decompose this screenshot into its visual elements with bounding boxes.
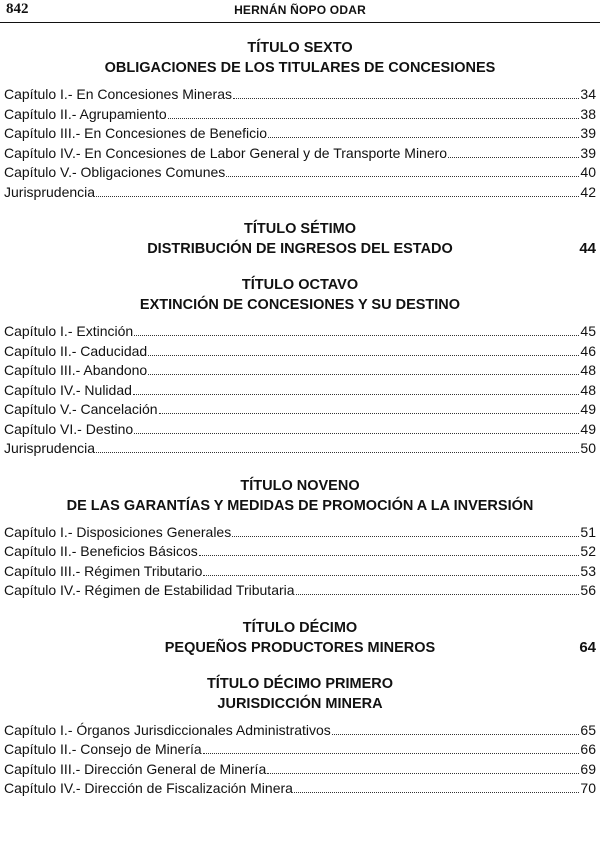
toc-entry xyxy=(0,582,600,602)
entry-page-number: 52 xyxy=(580,543,596,559)
toc-entry xyxy=(0,741,600,761)
entry-page-number: 34 xyxy=(580,86,596,102)
toc-entry xyxy=(0,106,600,126)
toc-entry xyxy=(0,401,600,421)
entry-label: Jurisprudencia xyxy=(4,183,96,200)
entry-label: Capítulo I.- Disposiciones Generales xyxy=(4,523,232,540)
section-heading: TÍTULO SÉTIMO xyxy=(244,221,356,237)
entry-list xyxy=(0,524,600,602)
entry-label: Capítulo IV.- En Concesiones de Labor General y de Transporte Minero xyxy=(4,144,448,161)
entry-page-number: 53 xyxy=(580,562,596,579)
entry-label: Capítulo II.- Consejo de Minería xyxy=(4,741,202,757)
dot-leader xyxy=(203,564,579,576)
entry-label: Capítulo IV.- Régimen de Estabilidad Tributaria xyxy=(4,582,295,598)
toc-entry xyxy=(0,543,600,563)
section-subheading: EXTINCIÓN DE CONCESIONES Y SU DESTINO xyxy=(139,297,461,313)
entry-label: Capítulo I.- Órganos Jurisdiccionales Administrativos xyxy=(4,721,331,738)
toc-entry xyxy=(0,343,600,363)
dot-leader xyxy=(148,363,579,375)
toc-entry xyxy=(0,125,600,145)
section-subheading: PEQUEÑOS PRODUCTORES MINEROS xyxy=(164,639,436,656)
entry-page-number: 65 xyxy=(580,721,596,738)
entry-page-number: 49 xyxy=(580,420,596,437)
section-page-number: 64 xyxy=(579,638,596,656)
section-title-block xyxy=(0,275,600,315)
section-title-block xyxy=(0,674,600,714)
toc-entry xyxy=(0,421,600,441)
entry-page-number: 39 xyxy=(580,144,596,161)
section-heading: TÍTULO SEXTO xyxy=(247,40,353,56)
entry-label: Capítulo II.- Agrupamiento xyxy=(4,105,167,122)
toc-section xyxy=(0,275,600,460)
toc-entry xyxy=(0,184,600,204)
section-title-block xyxy=(0,219,600,259)
dot-leader xyxy=(448,146,579,158)
entry-page-number: 50 xyxy=(580,440,596,456)
entry-label: Capítulo III.- En Concesiones de Beneficio xyxy=(4,125,268,141)
dot-leader xyxy=(159,402,580,414)
dot-leader xyxy=(168,107,580,119)
toc-section xyxy=(0,674,600,800)
entry-page-number: 38 xyxy=(580,105,596,122)
entry-label: Capítulo V.- Cancelación xyxy=(4,401,158,417)
table-of-contents xyxy=(0,38,600,816)
running-head: HERNÁN ÑOPO ODAR xyxy=(234,3,366,17)
dot-leader xyxy=(226,165,579,177)
dot-leader xyxy=(134,422,579,434)
toc-entry xyxy=(0,563,600,583)
entry-page-number: 39 xyxy=(580,125,596,141)
entry-page-number: 56 xyxy=(580,582,596,598)
entry-label: Jurisprudencia xyxy=(4,440,96,456)
toc-entry xyxy=(0,761,600,781)
entry-list xyxy=(0,722,600,800)
toc-entry xyxy=(0,145,600,165)
dot-leader xyxy=(332,723,580,735)
dot-leader xyxy=(203,742,580,754)
toc-entry xyxy=(0,722,600,742)
dot-leader xyxy=(134,324,579,336)
entry-label: Capítulo II.- Beneficios Básicos xyxy=(4,543,198,559)
section-heading: TÍTULO DÉCIMO xyxy=(242,619,358,636)
entry-label: Capítulo III.- Régimen Tributario xyxy=(4,562,203,579)
entry-label: Capítulo III.- Dirección General de Minería xyxy=(4,760,267,777)
section-heading: TÍTULO NOVENO xyxy=(240,477,360,494)
section-title-block xyxy=(0,618,600,658)
toc-entry xyxy=(0,524,600,544)
entry-list xyxy=(0,323,600,460)
page-header xyxy=(0,0,600,23)
toc-entry xyxy=(0,382,600,402)
entry-label: Capítulo VI.- Destino xyxy=(4,420,134,437)
dot-leader xyxy=(267,762,579,774)
entry-page-number: 42 xyxy=(580,183,596,200)
dot-leader xyxy=(268,126,579,138)
entry-page-number: 66 xyxy=(580,741,596,757)
dot-leader xyxy=(148,344,579,356)
dot-leader xyxy=(233,87,579,99)
section-heading: TÍTULO DÉCIMO PRIMERO xyxy=(206,675,394,692)
toc-section xyxy=(0,38,600,203)
entry-page-number: 48 xyxy=(580,381,596,398)
toc-section xyxy=(0,219,600,259)
section-subheading: DE LAS GARANTÍAS Y MEDIDAS DE PROMOCIÓN A LA INVERSIÓN xyxy=(66,497,534,514)
toc-section xyxy=(0,476,600,602)
toc-entry xyxy=(0,86,600,106)
toc-entry xyxy=(0,440,600,460)
toc-entry xyxy=(0,164,600,184)
entry-page-number: 45 xyxy=(580,323,596,339)
toc-entry xyxy=(0,362,600,382)
entry-page-number: 51 xyxy=(580,523,596,540)
section-page-number: 44 xyxy=(579,240,596,257)
page-number: 842 xyxy=(6,1,29,17)
dot-leader xyxy=(199,544,580,556)
entry-label: Capítulo I.- Extinción xyxy=(4,323,134,339)
entry-label: Capítulo IV.- Dirección de Fiscalización Minera xyxy=(4,780,293,796)
section-subheading: JURISDICCIÓN MINERA xyxy=(217,695,383,712)
dot-leader xyxy=(232,525,579,537)
toc-entry xyxy=(0,323,600,343)
entry-page-number: 40 xyxy=(580,164,596,180)
entry-label: Capítulo II.- Caducidad xyxy=(4,342,148,359)
entry-label: Capítulo IV.- Nulidad xyxy=(4,381,132,398)
section-title-block xyxy=(0,38,600,78)
entry-list xyxy=(0,86,600,203)
dot-leader xyxy=(133,383,580,395)
entry-page-number: 49 xyxy=(580,401,596,417)
dot-leader xyxy=(96,185,579,197)
entry-page-number: 70 xyxy=(580,780,596,796)
dot-leader xyxy=(96,441,579,453)
entry-page-number: 69 xyxy=(580,760,596,777)
toc-section xyxy=(0,618,600,658)
dot-leader xyxy=(294,781,579,793)
dot-leader xyxy=(296,583,580,595)
toc-entry xyxy=(0,780,600,800)
section-title-block xyxy=(0,476,600,516)
section-subheading: OBLIGACIONES DE LOS TITULARES DE CONCESIONES xyxy=(104,60,496,76)
section-subheading: DISTRIBUCIÓN DE INGRESOS DEL ESTADO xyxy=(147,241,453,257)
entry-page-number: 48 xyxy=(580,362,596,378)
entry-label: Capítulo V.- Obligaciones Comunes xyxy=(4,164,226,180)
section-heading: TÍTULO OCTAVO xyxy=(241,277,359,293)
entry-label: Capítulo III.- Abandono xyxy=(4,362,148,378)
entry-page-number: 46 xyxy=(580,342,596,359)
entry-label: Capítulo I.- En Concesiones Mineras xyxy=(4,86,232,102)
